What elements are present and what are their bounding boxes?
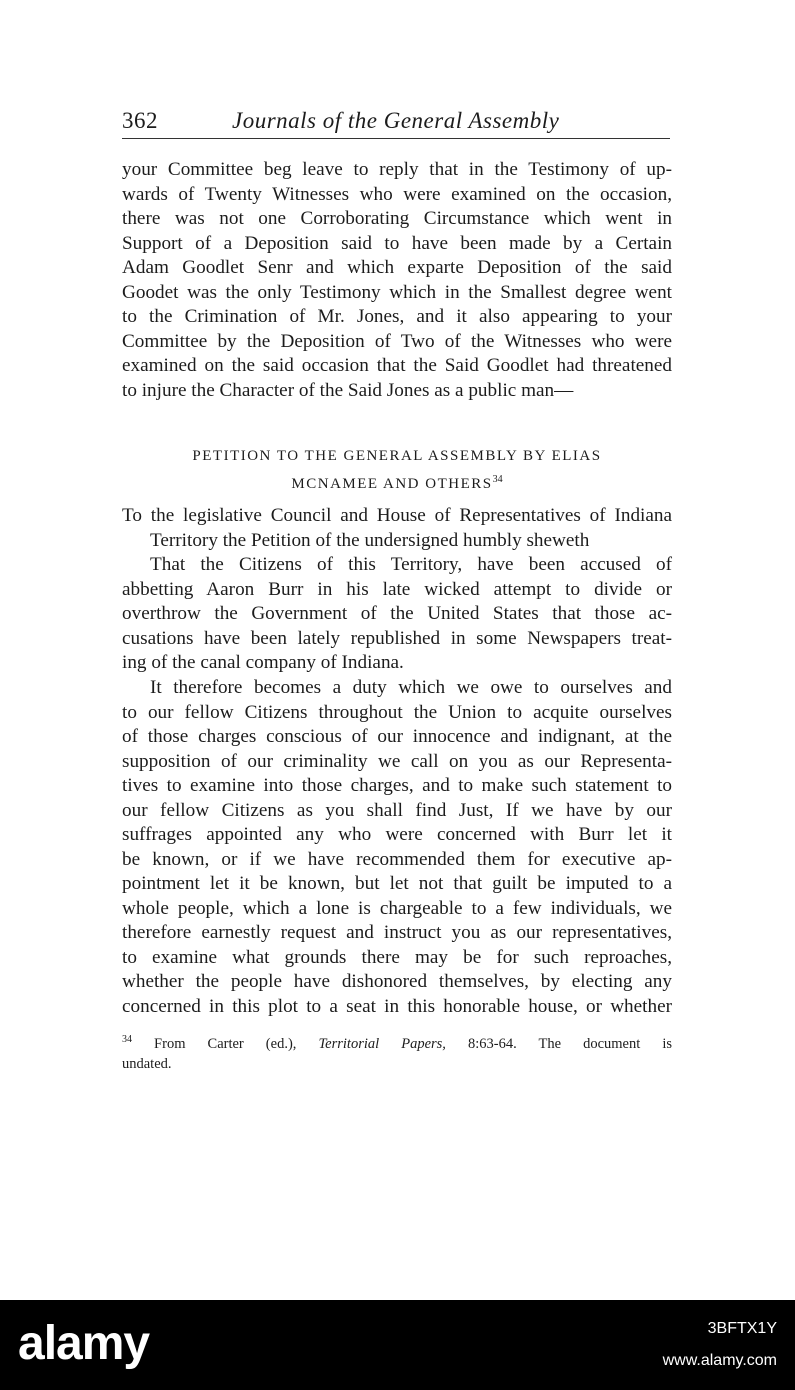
text-line: wards of Twenty Witnesses who were examined on the occasion,	[122, 183, 672, 205]
text-line: to examine what grounds there may be for such reproaches,	[122, 946, 672, 968]
text-line: Goodet was the only Testimony which in the Smallest degree went	[122, 281, 672, 303]
text-line: to our fellow Citizens throughout the Union to acquite ourselves	[122, 701, 672, 723]
heading-line-1: PETITION TO THE GENERAL ASSEMBLY BY ELIAS	[192, 448, 602, 464]
footnote-reference: 34	[492, 474, 503, 485]
text-line: be known, or if we have recommended them for executive ap-	[122, 848, 672, 870]
section-heading	[122, 444, 672, 496]
text-line: supposition of our criminality we call on you as our Representa-	[122, 750, 672, 772]
footnote-number: 34	[122, 1034, 132, 1045]
text-line: Support of a Deposition said to have been made by a Certain	[122, 232, 672, 254]
text-line: suffrages appointed any who were concerned with Burr let it	[122, 824, 672, 845]
footnote-line-1	[122, 1030, 672, 1054]
text-line: concerned in this plot to a seat in this honorable house, or whether	[122, 995, 672, 1017]
footnote-source-title: Territorial Papers,	[318, 1035, 446, 1052]
text-line: That the Citizens of this Territory, have been accused of	[150, 554, 672, 575]
footnote-text-after: 8:63-64. The document is	[445, 1035, 672, 1052]
text-line: whole people, which a lone is chargeable to a few individuals, we	[122, 897, 672, 919]
watermark-bar	[0, 1300, 795, 1390]
text-line: Committee by the Deposition of Two of the Witnesses who were	[122, 330, 672, 352]
continuation-paragraph	[122, 158, 672, 403]
text-line: therefore earnestly request and instruct you as our representatives,	[122, 922, 672, 943]
text-line: examined on the said occasion that the Said Goodlet had threatened	[122, 355, 672, 376]
text-line: overthrow the Government of the United States that those ac-	[122, 603, 672, 624]
text-line: tives to examine into those charges, and to make such statement to	[122, 775, 672, 796]
petition-paragraph-1	[122, 553, 672, 676]
watermark-logo: alamy	[18, 1317, 150, 1370]
text-line: whether the people have dishonored themselves, by electing any	[122, 971, 672, 992]
text-line: It therefore becomes a duty which we owe to ourselves and	[150, 677, 672, 698]
page-header	[122, 108, 670, 139]
text-line: To the legislative Council and House of Representatives of Indiana	[122, 505, 672, 526]
footnote-line-2: undated.	[122, 1055, 172, 1072]
running-title: Journals of the General Assembly	[232, 108, 560, 133]
text-line: of those charges conscious of our innocence and indignant, at the	[122, 726, 672, 747]
heading-line-2	[122, 468, 672, 496]
text-line: Territory the Petition of the undersigned humbly sheweth	[150, 529, 590, 551]
text-line: cusations have been lately republished in some Newspapers treat-	[122, 627, 672, 649]
text-line: abbetting Aaron Burr in his late wicked attempt to divide or	[122, 578, 672, 600]
text-line: Adam Goodlet Senr and which exparte Deposition of the said	[122, 257, 672, 278]
watermark-url: www.alamy.com	[662, 1352, 777, 1369]
text-line: our fellow Citizens as you shall find Just, If we have by our	[122, 799, 672, 821]
text-line: pointment let it be known, but let not that guilt be imputed to a	[122, 873, 672, 894]
text-line: ing of the canal company of Indiana.	[122, 652, 404, 673]
page-number: 362	[122, 108, 158, 133]
heading-line-2-text: MCNAMEE AND OTHERS	[291, 476, 493, 492]
address-paragraph	[122, 504, 672, 553]
text-line: to the Crimination of Mr. Jones, and it also appearing to your	[122, 306, 672, 327]
petition-paragraph-2	[122, 676, 672, 1019]
text-line: your Committee beg leave to reply that in the Testimony of up-	[122, 159, 672, 180]
text-line: there was not one Corroborating Circumstance which went in	[122, 208, 672, 229]
image-id: 3BFTX1Y	[707, 1320, 777, 1337]
text-line: to injure the Character of the Said Jones as a public man—	[122, 379, 574, 401]
footnote	[122, 1030, 672, 1074]
footnote-text: From Carter (ed.),	[132, 1035, 319, 1052]
